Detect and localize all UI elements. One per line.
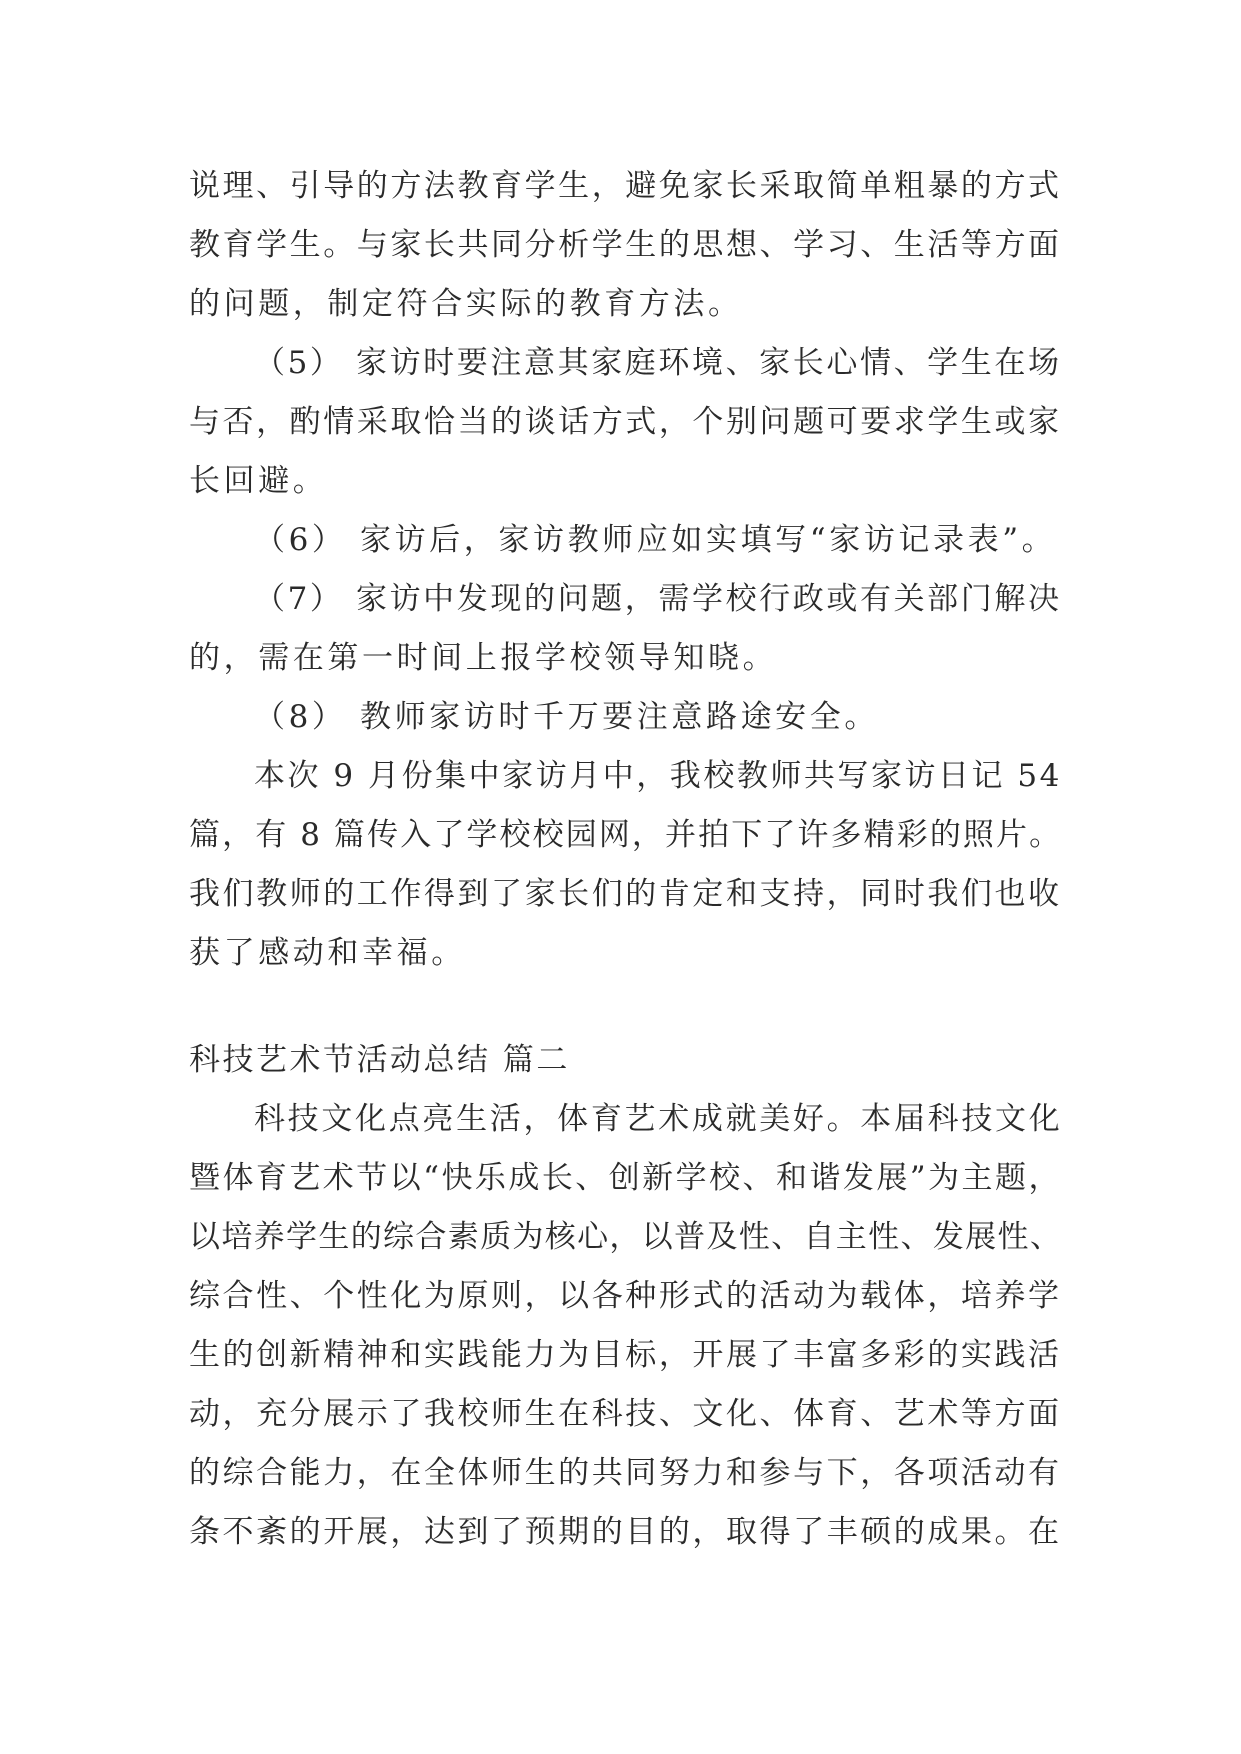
section-heading: 科技艺术节活动总结 篇二 [189,1042,570,1078]
text-line: 本次 9 月份集中家访月中，我校教师共写家访日记 54 [254,758,1062,794]
text-line: （5） 家访时要注意其家庭环境、家长心情、学生在场 [254,345,1062,381]
text-line: 我们教师的工作得到了家长们的肯定和支持，同时我们也收 [189,876,1062,912]
text-line: 动，充分展示了我校师生在科技、文化、体育、艺术等方面 [189,1396,1062,1432]
text-line: 篇，有 8 篇传入了学校校园网，并拍下了许多精彩的照片。 [189,817,1063,853]
text-line: 获了感动和幸福。 [189,935,466,971]
text-line: （6） 家访后，家访教师应如实填写“家访记录表”。 [254,522,1057,558]
text-line: 的问题，制定符合实际的教育方法。 [189,286,743,322]
text-line: （8） 教师家访时千万要注意路途安全。 [254,699,879,735]
text-line: 教育学生。与家长共同分析学生的思想、学习、生活等方面 [189,227,1062,263]
text-line: 与否，酌情采取恰当的谈话方式，个别问题可要求学生或家 [189,404,1062,440]
text-line: 科技文化点亮生活，体育艺术成就美好。本届科技文化 [254,1101,1063,1137]
text-line: 长回避。 [189,463,328,499]
text-line: 条不紊的开展，达到了预期的目的，取得了丰硕的成果。在 [189,1514,1062,1550]
text-line: 综合性、个性化为原则，以各种形式的活动为载体，培养学 [189,1278,1062,1314]
text-line: 的综合能力，在全体师生的共同努力和参与下，各项活动有 [189,1455,1062,1491]
text-line: 说理、引导的方法教育学生，避免家长采取简单粗暴的方式 [189,168,1062,204]
text-line: （7） 家访中发现的问题，需学校行政或有关部门解决 [254,581,1062,617]
text-line: 的，需在第一时间上报学校领导知晓。 [189,640,778,676]
text-line: 生的创新精神和实践能力为目标，开展了丰富多彩的实践活 [189,1337,1062,1373]
text-line: 暨体育艺术节以“快乐成长、创新学校、和谐发展”为主题， [189,1160,1062,1196]
text-line: 以培养学生的综合素质为核心，以普及性、自主性、发展性、 [189,1219,1063,1255]
